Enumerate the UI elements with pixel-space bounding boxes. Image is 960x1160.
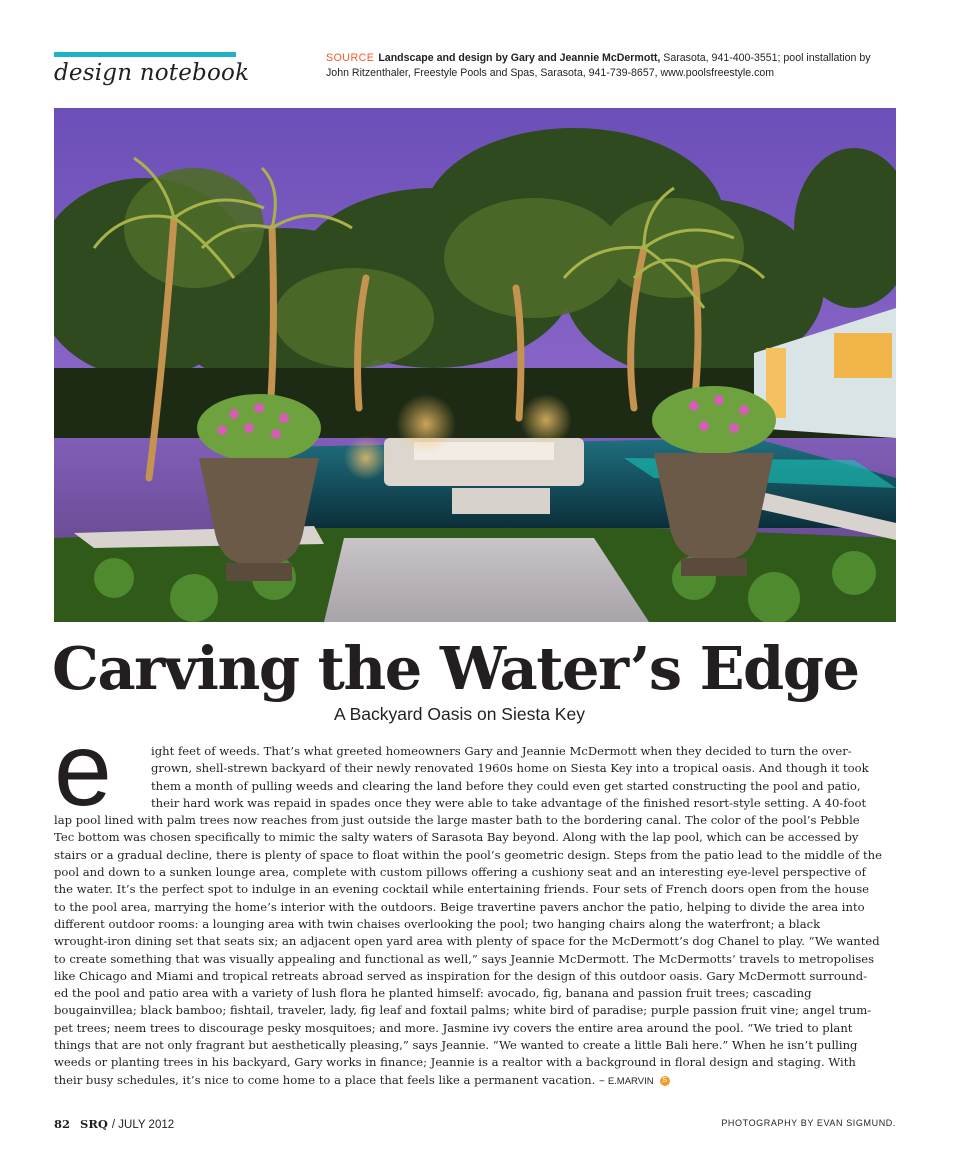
- author-byline: E.MARVIN: [607, 1075, 654, 1087]
- footer-folio: [54, 1117, 174, 1131]
- body-line-text: them a month of pulling weeds and clearing the land before they could even get started constructing the pool and patio,: [151, 778, 861, 793]
- body-line: [54, 795, 896, 812]
- body-line: [54, 743, 896, 760]
- article-body: [54, 743, 896, 1089]
- body-line-text: ight feet of weeds. That’s what greeted homeowners Gary and Jeannie McDermott when they decided to turn the over-: [151, 744, 852, 758]
- photo-credit: PHOTOGRAPHY BY EVAN SIGMUND.: [721, 1118, 896, 1128]
- body-line: [54, 1054, 896, 1071]
- body-line-text: to create something that was visually appealing and functional as well,” says Jeannie McDermott. The McDermotts’ travels to metropolises: [54, 951, 875, 966]
- body-line-text: stairs or a gradual decline, there is plenty of space to float within the pool’s geometric design. Steps from the patio lead to the middle of the: [54, 847, 882, 862]
- drop-cap: e: [54, 712, 112, 828]
- body-line-text: pool and down to a sunken lounge area, complete with custom pillows offering a cushiony seat and an interesting eye-level perspective of: [54, 865, 866, 880]
- body-line-text: ed the pool and patio area with a variety of lush flora he planted himself: avocado, fig, banana and passion fruit trees; cascading: [54, 986, 812, 1001]
- magazine-name: SRQ: [80, 1117, 108, 1131]
- source-tag: SOURCE: [326, 52, 375, 64]
- body-line-text: their hard work was repaid in spades once they were able to take advantage of the finished resort-style setting. A 40-foot: [151, 795, 867, 810]
- body-line: [54, 847, 896, 864]
- body-line: [54, 778, 896, 795]
- source-credit-line2: John Ritzenthaler, Freestyle Pools and Spas, Sarasota, 941-739-8657, www.poolsfreestyle.com: [326, 67, 775, 79]
- body-line-text: Tec bottom was chosen specifically to mimic the salty waters of Sarasota Bay beyond. Along with the lap pool, which can be accessed by: [54, 830, 859, 845]
- source-credit-rest: Sarasota, 941-400-3551; pool installation by: [660, 52, 871, 64]
- body-line: [54, 916, 896, 933]
- body-line-text: lap pool lined with palm trees now reaches from just outside the large master bath to the bordering canal. The color of the pool’s Pebble: [54, 813, 860, 828]
- body-line: [54, 1072, 896, 1089]
- body-line: [54, 864, 896, 881]
- body-line: [54, 968, 896, 985]
- page-number: 82: [54, 1117, 71, 1131]
- body-line-text: bougainvillea; black bamboo; fishtail, traveler, lady, fig leaf and foxtail palms; white bird of paradise; purple passion fruit vine; angel trum-: [54, 1003, 872, 1018]
- body-line: [54, 899, 896, 916]
- body-line: [54, 933, 896, 950]
- body-line: [54, 812, 896, 829]
- issue-date: / JULY 2012: [111, 1119, 175, 1131]
- source-credit-bold: Landscape and design by Gary and Jeannie McDermott,: [378, 52, 661, 64]
- body-line-text: wrought-iron dining set that seats six; an adjacent open yard area with plenty of space for the McDermott’s dog Chanel to play. “We wanted: [54, 934, 880, 949]
- body-line-text: grown, shell-strewn backyard of their newly renovated 1960s home on Siesta Key into a tropical oasis. And though it took: [151, 761, 869, 776]
- body-line-text: to the pool area, marrying the home’s interior with the outdoors. Beige travertine pavers anchor the patio, helping to divide the area into: [54, 899, 865, 914]
- section-label: design notebook: [54, 60, 250, 86]
- body-line-text: their busy schedules, it’s nice to come home to a place that feels like a permanent vacation. –: [54, 1072, 605, 1087]
- body-line-text: pet trees; neem trees to discourage pesky mosquitoes; and more. Jasmine ivy covers the entire area around the pool. “We tried to plant: [54, 1020, 853, 1035]
- body-line: [54, 1020, 896, 1037]
- end-mark-icon: S: [660, 1076, 670, 1086]
- body-line: [54, 951, 896, 968]
- body-line: [54, 1002, 896, 1019]
- body-line: [54, 829, 896, 846]
- body-line: [54, 985, 896, 1002]
- body-line-text: things that are not only fragrant but aesthetically pleasing,” says Jeannie. “We wanted to create a little Bali here.” When he isn’t pulling: [54, 1038, 858, 1053]
- body-line: [54, 881, 896, 898]
- body-line-text: weeds or planting trees in his backyard, Gary works in finance; Jeannie is a realtor with a background in floral design and staging. With: [54, 1055, 856, 1070]
- source-credit: [326, 51, 906, 81]
- body-line-text: like Chicago and Miami and tropical retreats abroad served as inspiration for the design of this outdoor oasis. Gary McDermott surround-: [54, 968, 868, 983]
- body-line-text: different outdoor rooms: a lounging area with twin chaises overlooking the pool; two hanging chairs along the waterfront; a black: [54, 916, 821, 931]
- article-subtitle: A Backyard Oasis on Siesta Key: [334, 704, 585, 724]
- body-line: [54, 1037, 896, 1054]
- body-line: [54, 760, 896, 777]
- section-rule: [54, 52, 236, 57]
- article-title: Carving the Water’s Edge: [52, 634, 859, 703]
- pool-garden-photo: [54, 108, 896, 622]
- body-line-text: the water. It’s the perfect spot to indulge in an evening cocktail while entertaining friends. Four sets of French doors open from the house: [54, 882, 870, 897]
